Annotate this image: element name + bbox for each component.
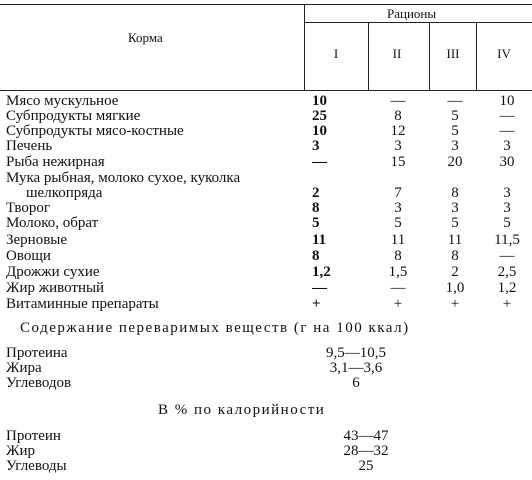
table-cell: 11,5 [494, 232, 520, 248]
table-cell: 8 [312, 200, 320, 216]
header-bottom-rule [0, 90, 532, 91]
table-cell: 1,2 [312, 264, 331, 280]
table-cell: 8 [312, 248, 320, 264]
table-cell: 20 [447, 154, 463, 170]
caloric-label-protein: Протеин [6, 428, 61, 444]
caloric-value-fat: 28—32 [343, 443, 389, 459]
table-cell: 11 [312, 232, 327, 248]
table-cell: + [312, 296, 321, 312]
table-cell: 3 [503, 138, 511, 154]
row-label-vegetables: Овощи [6, 248, 51, 264]
table-cell: 8 [394, 248, 402, 264]
digestible-label-protein: Протеина [6, 345, 68, 361]
row-label-cottage-cheese: Творог [6, 200, 51, 216]
section-title-caloric: В % по калорийности [158, 402, 326, 418]
table-cell: 3 [451, 200, 459, 216]
table-cell: 5 [312, 215, 320, 231]
row-label-dry-yeast: Дрожжи сухие [6, 264, 100, 280]
caloric-value-protein: 43—47 [343, 428, 389, 444]
caloric-value-carbs: 25 [358, 458, 374, 474]
column-divider-3 [476, 22, 477, 90]
table-cell: 5 [451, 215, 459, 231]
row-label-fishmeal: Мука рыбная, молоко сухое, куколка [6, 170, 241, 186]
table-cell: — [499, 123, 515, 139]
table-cell: 3 [312, 138, 320, 154]
table-cell: + [393, 296, 403, 312]
feed-column-header: Корма [128, 30, 163, 45]
section-title-digestible: Содержание переваримых веществ (г на 100 ккал) [20, 320, 410, 336]
table-cell: 5 [394, 215, 402, 231]
table-cell: 8 [451, 185, 459, 201]
table-cell: 25 [312, 108, 327, 124]
table-cell: 30 [499, 154, 515, 170]
table-cell: 2 [451, 264, 459, 280]
caloric-label-fat: Жир [6, 443, 35, 459]
column-header-4: IV [497, 46, 511, 61]
row-label-fishmeal-cont: шелкопряда [26, 185, 103, 201]
table-cell: 11 [390, 232, 406, 248]
table-cell: + [450, 296, 460, 312]
table-cell: + [502, 296, 512, 312]
table-cell: — [499, 108, 515, 124]
table-cell: 10 [312, 93, 327, 109]
digestible-label-carbs: Углеводов [6, 375, 72, 391]
column-header-1: I [333, 46, 339, 61]
digestible-value-fat: 3,1—3,6 [329, 360, 383, 376]
digestible-value-protein: 9,5—10,5 [326, 345, 386, 361]
table-cell: 5 [451, 108, 459, 124]
table-cell: 2,5 [497, 264, 517, 280]
table-cell: — [390, 280, 406, 296]
column-header-3: III [446, 46, 460, 61]
row-label-milk: Молоко, обрат [6, 215, 99, 231]
row-label-grains: Зерновые [6, 232, 68, 248]
table-cell: 3 [503, 185, 511, 201]
header-divider-vertical [304, 4, 305, 90]
table-cell: — [447, 93, 463, 109]
table-cell: 11 [447, 232, 463, 248]
table-cell: 12 [390, 123, 406, 139]
table-cell: 5 [503, 215, 511, 231]
row-label-animal-fat: Жир животный [6, 280, 105, 296]
table-cell: 3 [503, 200, 511, 216]
table-cell: 10 [499, 93, 515, 109]
table-cell: 8 [394, 108, 402, 124]
table-cell: 2 [312, 185, 320, 201]
digestible-label-fat: Жира [6, 360, 42, 376]
column-divider-1 [368, 22, 369, 90]
column-header-2: II [392, 46, 402, 61]
row-label-lean-fish: Рыба нежирная [6, 154, 105, 170]
row-label-soft-offal: Субпродукты мягкие [6, 108, 141, 124]
column-divider-2 [429, 22, 430, 90]
rations-subheader-rule [304, 22, 532, 23]
table-cell: 3 [451, 138, 459, 154]
table-cell: 3 [394, 200, 402, 216]
table-cell: — [312, 154, 327, 170]
rations-header: Рационы [387, 6, 437, 21]
table-cell: — [390, 93, 406, 109]
caloric-label-carbs: Углеводы [6, 458, 67, 474]
table-cell: 8 [451, 248, 459, 264]
table-cell: — [312, 280, 327, 296]
digestible-value-carbs: 6 [352, 375, 360, 391]
row-label-bone-offal: Субпродукты мясо-костные [6, 123, 184, 139]
table-cell: 5 [451, 123, 459, 139]
table-cell: 1,5 [388, 264, 408, 280]
table-cell: 15 [390, 154, 406, 170]
table-top-rule [0, 4, 532, 5]
table-cell: 7 [394, 185, 402, 201]
table-cell: 10 [312, 123, 327, 139]
table-cell: 1,2 [497, 280, 517, 296]
table-cell: — [499, 248, 515, 264]
table-cell: 3 [394, 138, 402, 154]
row-label-vitamins: Витаминные препараты [6, 296, 159, 312]
row-label-liver: Печень [6, 138, 53, 154]
table-cell: 1,0 [445, 280, 465, 296]
row-label-muscle-meat: Мясо мускульное [6, 93, 119, 109]
